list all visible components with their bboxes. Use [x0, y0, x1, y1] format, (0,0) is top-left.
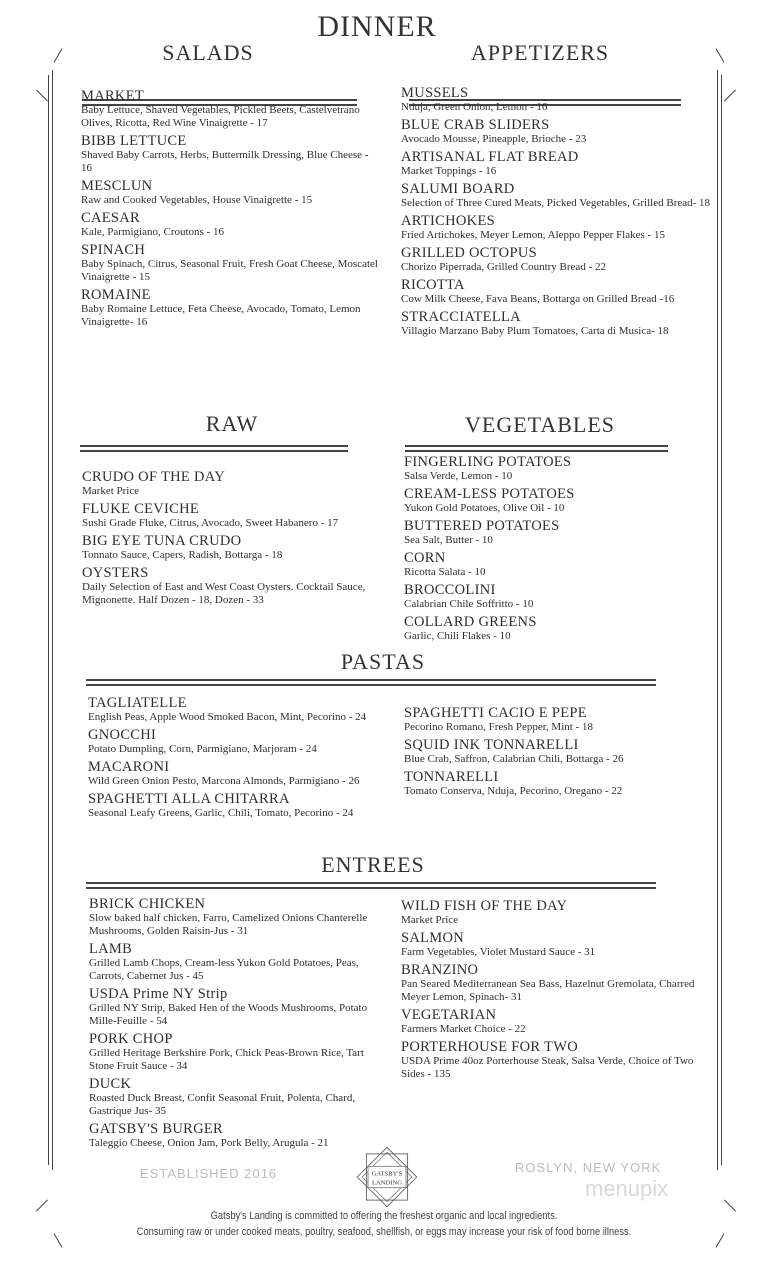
menu-item-description: Grilled Heritage Berkshire Pork, Chick Peas-Brown Rice, Tart Stone Fruit Sauce - 34	[89, 1047, 364, 1072]
menu-item-description: Potato Dumpling, Corn, Parmigiano, Marjoram - 24	[88, 743, 317, 755]
menu-item-name: TAGLIATELLE	[88, 695, 187, 711]
menu-item-description: Tomato Conserva, Nduja, Pecorino, Oregano - 22	[404, 785, 623, 797]
menu-item-description: Yukon Gold Potatoes, Olive Oil - 10	[404, 502, 565, 514]
border-ornament	[724, 89, 736, 101]
menu-item-description: Farmers Market Choice - 22	[401, 1023, 526, 1035]
menu-item-description: Market Price	[82, 485, 140, 497]
menu-item-description: Daily Selection of East and West Coast Oysters. Cocktail Sauce, Mignonette. Half Dozen - 18, Dozen - 33	[82, 581, 366, 606]
menu-item	[81, 243, 381, 284]
menu-item-name: GATSBY'S BURGER	[89, 1121, 224, 1137]
menu-item-description: Grilled NY Strip, Baked Hen of the Woods Mushrooms, Potato Mille-Feuille - 54	[89, 1002, 368, 1027]
menu-item	[401, 278, 711, 306]
menu-item-description: Baby Lettuce, Shaved Vegetables, Pickled Beets, Castelvetrano Olives, Ricotta, Red Wine Vinaigrette - 17	[81, 104, 360, 129]
menu-item-description: Calabrian Chile Soffritto - 10	[404, 598, 534, 610]
menu-item	[401, 310, 711, 338]
menu-item-description: English Peas, Apple Wood Smoked Bacon, Mint, Pecorino - 24	[88, 711, 367, 723]
menu-item	[82, 534, 392, 562]
watermark: menupix	[585, 1176, 669, 1201]
divider	[86, 882, 656, 889]
salads-list	[81, 89, 381, 333]
menu-item-name: ARTICHOKES	[401, 213, 495, 229]
menu-item-name: PORTERHOUSE FOR TWO	[401, 1039, 578, 1055]
menu-item-name: GNOCCHI	[88, 727, 157, 743]
raw-list	[82, 470, 392, 611]
menu-item-name: BIG EYE TUNA CRUDO	[82, 533, 242, 549]
menu-item-description: Grilled Lamb Chops, Cream-less Yukon Gold Potatoes, Peas, Carrots, Cabernet Jus - 45	[89, 957, 359, 982]
menu-item	[401, 214, 711, 242]
menu-item-description: Fried Artichokes, Meyer Lemon, Aleppo Pepper Flakes - 15	[401, 229, 665, 241]
menu-item	[89, 1077, 379, 1118]
menu-item-name: TONNARELLI	[404, 769, 499, 785]
menu-item-description: Pan Seared Mediterranean Sea Bass, Hazelnut Gremolata, Charred Meyer Lemon, Spinach- 31	[401, 978, 695, 1003]
menu-item-name: CORN	[404, 550, 446, 566]
menu-item	[82, 502, 392, 530]
menu-item	[89, 1032, 379, 1073]
menu-item-name: COLLARD GREENS	[404, 614, 537, 630]
border-line	[721, 75, 722, 1165]
menu-item-name: SALUMI BOARD	[401, 181, 515, 197]
menu-item-description: Baby Spinach, Citrus, Seasonal Fruit, Fresh Goat Cheese, Moscatel Vinaigrette - 15	[81, 258, 378, 283]
raw-heading: RAW	[205, 411, 259, 436]
menu-item-name: DUCK	[89, 1076, 132, 1092]
menu-item	[401, 150, 711, 178]
border-ornament	[716, 48, 725, 62]
menu-item	[401, 86, 711, 114]
menu-item	[404, 738, 704, 766]
border-line	[52, 70, 53, 1170]
border-ornament	[54, 48, 63, 62]
menu-item-name: BRANZINO	[401, 962, 479, 978]
menu-item	[82, 470, 392, 498]
menu-item-description: Market Price	[401, 914, 459, 926]
menu-item-name: PORK CHOP	[89, 1031, 173, 1047]
menu-title: DINNER	[317, 10, 437, 43]
menu-item	[401, 246, 711, 274]
pastas-right-list	[404, 706, 704, 802]
appetizers-heading: APPETIZERS	[470, 40, 610, 65]
menu-item-name: ARTISANAL FLAT BREAD	[401, 149, 579, 165]
menu-item-name: LAMB	[89, 941, 133, 957]
menu-item-description: Wild Green Onion Pesto, Marcona Almonds, Parmigiano - 26	[88, 775, 360, 787]
menu-item	[89, 897, 379, 938]
menu-item	[81, 211, 381, 239]
menu-item-name: WILD FISH OF THE DAY	[401, 898, 568, 914]
menu-item-description: Tonnato Sauce, Capers, Radish, Bottarga - 18	[82, 549, 283, 561]
border-ornament	[716, 1233, 725, 1247]
menu-item-description: Villagio Marzano Baby Plum Tomatoes, Carta di Musica- 18	[401, 325, 669, 337]
menu-item-description: Garlic, Chili Flakes - 10	[404, 630, 511, 642]
menu-item-description: Shaved Baby Carrots, Herbs, Buttermilk Dressing, Blue Cheese - 16	[81, 149, 369, 174]
menu-item-name: GRILLED OCTOPUS	[401, 245, 537, 261]
menu-item-name: ROMAINE	[81, 287, 151, 303]
menu-item	[404, 583, 704, 611]
gatsbys-landing-logo	[354, 1147, 420, 1207]
entrees-left-list	[89, 897, 379, 1154]
menu-item-name: SPINACH	[81, 242, 146, 258]
menu-item-description: Ricotta Salata - 10	[404, 566, 486, 578]
menu-item-description: Seasonal Leafy Greens, Garlic, Chili, Tomato, Pecorino - 24	[88, 807, 354, 819]
menu-item	[81, 179, 381, 207]
menu-item-description: Market Toppings - 16	[401, 165, 497, 177]
menu-item-description: Selection of Three Cured Meats, Picked Vegetables, Grilled Bread- 18	[401, 197, 711, 209]
menu-item-description: Slow baked half chicken, Farro, Camelized Onions Chanterelle Mushrooms, Golden Raisin-Jus - 31	[89, 912, 368, 937]
menu-item-name: FINGERLING POTATOES	[404, 454, 572, 470]
menu-item-description: Sea Salt, Butter - 10	[404, 534, 493, 546]
menu-item-description: Salsa Verde, Lemon - 10	[404, 470, 513, 482]
menu-item-name: CREAM-LESS POTATOES	[404, 486, 575, 502]
menu-item-name: BLUE CRAB SLIDERS	[401, 117, 550, 133]
menu-item-description: Raw and Cooked Vegetables, House Vinaigrette - 15	[81, 194, 313, 206]
border-line	[717, 70, 718, 1170]
menu-item	[401, 899, 701, 927]
menu-item-name: MACARONI	[88, 759, 170, 775]
svg-text:GATSBY'S: GATSBY'S	[371, 1170, 403, 1178]
menu-item-name: BUTTERED POTATOES	[404, 518, 560, 534]
disclaimer-health: Consuming raw or under cooked meats, poultry, seafood, shellfish, or eggs may increase your risk of food borne illness.	[136, 1226, 632, 1238]
menu-item-name: USDA Prime NY Strip	[89, 986, 228, 1002]
menu-item-name: BRICK CHICKEN	[89, 896, 206, 912]
menu-item-name: BROCCOLINI	[404, 582, 496, 598]
menu-item	[404, 706, 704, 734]
menu-item	[401, 118, 711, 146]
menu-item	[89, 987, 379, 1028]
menu-item-description: Cow Milk Cheese, Fava Beans, Bottarga on Grilled Bread -16	[401, 293, 675, 305]
menu-item-description: Roasted Duck Breast, Confit Seasonal Fruit, Polenta, Chard, Gastrique Jus- 35	[89, 1092, 356, 1117]
pastas-left-list	[88, 696, 398, 824]
entrees-right-list	[401, 899, 701, 1085]
menu-item-name: SPAGHETTI CACIO E PEPE	[404, 705, 587, 721]
appetizers-list	[401, 86, 711, 342]
established-text: ESTABLISHED 2016	[140, 1166, 278, 1181]
menu-item-name: FLUKE CEVICHE	[82, 501, 200, 517]
menu-item-description: Avocado Mousse, Pineapple, Brioche - 23	[401, 133, 587, 145]
border-ornament	[36, 1199, 48, 1211]
menu-item	[404, 770, 704, 798]
divider	[405, 445, 668, 452]
menu-item	[401, 182, 711, 210]
menu-item-description: Blue Crab, Saffron, Calabrian Chili, Bottarga - 26	[404, 753, 624, 765]
menu-item	[88, 728, 398, 756]
menu-item-name: MUSSELS	[401, 85, 469, 101]
border-ornament	[724, 1199, 736, 1211]
menu-item-description: Farm Vegetables, Violet Mustard Sauce - 31	[401, 946, 596, 958]
menu-item-description: Baby Romaine Lettuce, Feta Cheese, Avocado, Tomato, Lemon Vinaigrette- 16	[81, 303, 361, 328]
menu-item	[404, 487, 704, 515]
location-text: ROSLYN, NEW YORK	[515, 1160, 662, 1175]
menu-item-name: SPAGHETTI ALLA CHITARRA	[88, 791, 290, 807]
menu-item	[81, 89, 381, 130]
divider	[86, 679, 656, 686]
menu-item	[81, 134, 381, 175]
disclaimer-ingredients: Gatsby's Landing is committed to offering the freshest organic and local ingredients.	[210, 1210, 558, 1222]
menu-item	[401, 931, 701, 959]
menu-item-name: STRACCIATELLA	[401, 309, 521, 325]
menu-item-name: BIBB LETTUCE	[81, 133, 187, 149]
menu-item-name: SQUID INK TONNARELLI	[404, 737, 579, 753]
menu-item-name: RICOTTA	[401, 277, 465, 293]
menu-item	[88, 792, 398, 820]
menu-item-description: USDA Prime 40oz Porterhouse Steak, Salsa Verde, Choice of Two Sides - 135	[401, 1055, 694, 1080]
menu-item	[404, 615, 704, 643]
menu-item	[88, 760, 398, 788]
divider	[80, 445, 348, 452]
menu-item	[89, 942, 379, 983]
menu-item	[404, 455, 704, 483]
svg-text:LANDING: LANDING	[371, 1179, 403, 1187]
menu-item	[82, 566, 392, 607]
menu-item-name: CAESAR	[81, 210, 141, 226]
menu-item-name: OYSTERS	[82, 565, 149, 581]
menu-item	[401, 963, 701, 1004]
entrees-heading: ENTREES	[321, 852, 425, 877]
border-line	[48, 75, 49, 1165]
menu-item	[404, 519, 704, 547]
menu-item	[401, 1008, 701, 1036]
menu-item-name: VEGETARIAN	[401, 1007, 497, 1023]
menu-item-name: MESCLUN	[81, 178, 153, 194]
border-ornament	[36, 89, 48, 101]
menu-item-name: CRUDO OF THE DAY	[82, 469, 225, 485]
menu-item	[88, 696, 398, 724]
menu-item	[81, 288, 381, 329]
menu-item-name: SALMON	[401, 930, 465, 946]
menu-item-description: Pecorino Romano, Fresh Pepper, Mint - 18	[404, 721, 593, 733]
menu-item-description: Sushi Grade Fluke, Citrus, Avocado, Sweet Habanero - 17	[82, 517, 339, 529]
pastas-heading: PASTAS	[340, 649, 426, 674]
menu-item-description: Chorizo Piperrada, Grilled Country Bread - 22	[401, 261, 606, 273]
vegetables-list	[404, 455, 704, 647]
menu-item	[89, 1122, 379, 1150]
menu-item	[404, 551, 704, 579]
menu-item-description: Taleggio Cheese, Onion Jam, Pork Belly, Arugula - 21	[89, 1137, 329, 1149]
salads-heading: SALADS	[162, 40, 254, 65]
menu-item-description: Kale, Parmigiano, Croutons - 16	[81, 226, 224, 238]
menu-item-description: Nduja, Green Onion, Lemon - 16	[401, 101, 548, 113]
vegetables-heading: VEGETABLES	[464, 412, 616, 437]
menu-item	[401, 1040, 701, 1081]
menu-item-name: MARKET	[81, 88, 145, 104]
